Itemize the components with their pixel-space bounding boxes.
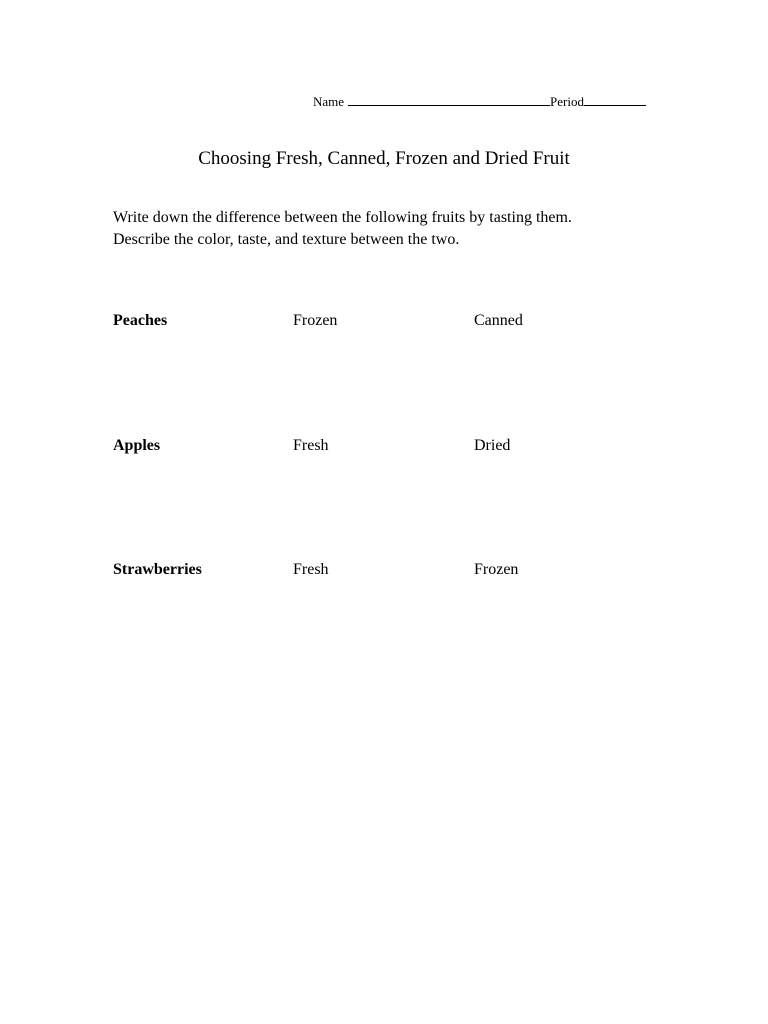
fruit-name: Apples — [113, 437, 161, 454]
fruit-option-b: Canned — [474, 312, 523, 329]
period-label: Period — [550, 94, 584, 109]
fruit-option-a: Fresh — [293, 437, 329, 454]
name-blank-line — [348, 93, 550, 106]
title-text: Choosing Fresh, Canned, Frozen and Dried Fruit — [198, 148, 570, 169]
period-blank-line — [584, 93, 646, 106]
fruit-option-a: Frozen — [293, 312, 338, 329]
fruit-option-b: Dried — [474, 437, 511, 454]
name-period-header — [313, 93, 646, 110]
name-label: Name — [313, 94, 345, 109]
fruit-option-a: Fresh — [293, 561, 329, 578]
instructions-line-1: Write down the difference between the following fruits by tasting them. — [113, 209, 572, 226]
fruit-option-b: Frozen — [474, 561, 519, 578]
fruit-name: Peaches — [113, 312, 168, 329]
instructions-line-2: Describe the color, taste, and texture between the two. — [113, 231, 460, 248]
worksheet-title — [0, 148, 768, 170]
fruit-name: Strawberries — [113, 561, 202, 578]
instructions — [113, 207, 572, 251]
